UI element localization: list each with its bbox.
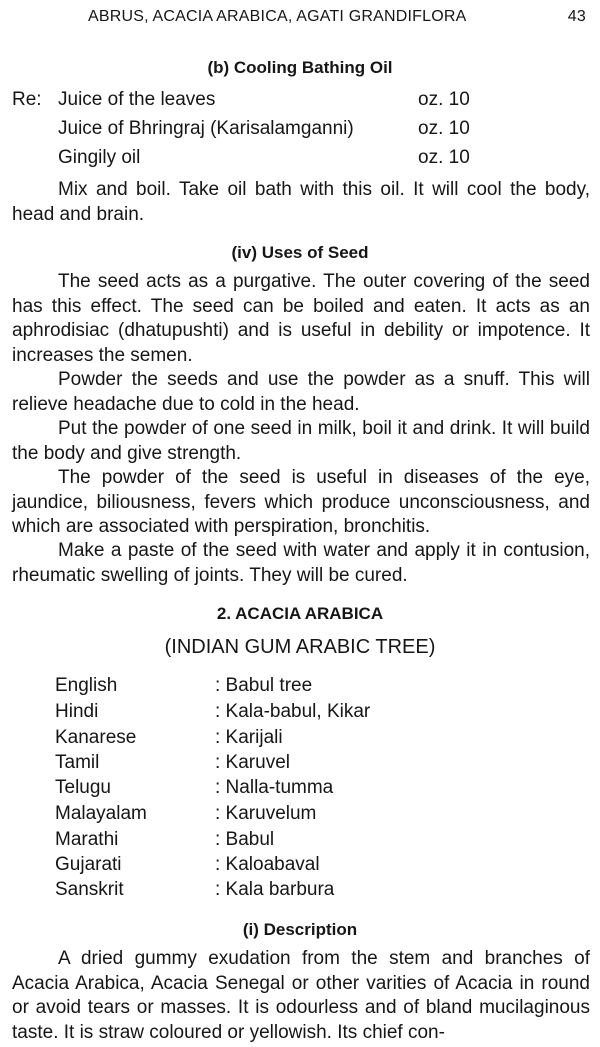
running-title: ABRUS, ACACIA ARABICA, AGATI GRANDIFLORA	[88, 8, 467, 25]
language-label: Marathi	[55, 829, 119, 850]
vernacular-name-row	[0, 879, 600, 904]
seed-paragraph: The seed acts as a purgative. The outer covering of the seed has this effect. The seed can be boiled and eaten. It acts as an aphrodisiac (dhatupushti) and is useful in debility or impotence. It increases the semen.	[12, 271, 590, 366]
vernacular-name-row	[0, 675, 600, 700]
vernacular-name: : Nalla-tumma	[215, 777, 334, 798]
seed-paragraph: The powder of the seed is useful in diseases of the eye, jaundice, biliousness, fevers which produce unconsciousness, and which are associated with perspiration, bronchitis.	[12, 467, 590, 537]
vernacular-name: : Kaloabaval	[215, 854, 320, 875]
seed-paragraph: Make a paste of the seed with water and apply it in contusion, rheumatic swelling of joints. They will be cured.	[12, 540, 590, 586]
language-label: Sanskrit	[55, 879, 124, 900]
ingredient-name: Gingily oil	[58, 147, 141, 168]
vernacular-name-row	[0, 829, 600, 854]
heading-description: (i) Description	[242, 920, 358, 939]
vernacular-name-row	[0, 803, 600, 828]
vernacular-name: : Karijali	[215, 727, 283, 748]
heading-acacia-arabica: 2. ACACIA ARABICA	[216, 604, 384, 623]
language-label: Gujarati	[55, 854, 122, 875]
language-label: English	[55, 675, 118, 696]
language-label: Tamil	[55, 752, 100, 773]
vernacular-name: : Kala-babul, Kikar	[215, 701, 371, 722]
ingredient-quantity: oz. 10	[418, 89, 470, 110]
vernacular-name: : Babul	[215, 829, 275, 850]
language-label: Telugu	[55, 777, 111, 798]
vernacular-name: : Karuvelum	[215, 803, 317, 824]
vernacular-name-row	[0, 701, 600, 726]
acacia-subtitle: (INDIAN GUM ARABIC TREE)	[164, 636, 436, 658]
language-label: Hindi	[55, 701, 99, 722]
description-paragraph: A dried gummy exudation from the stem and branches of Acacia Arabica, Acacia Senegal or other varities of Acacia in round or avoid tears or masses. It is odourless and of bland mucilaginous taste. It is straw coloured or yellowish. Its chief con-	[12, 948, 590, 1043]
vernacular-name: : Babul tree	[215, 675, 313, 696]
vernacular-name: : Kala barbura	[215, 879, 335, 900]
recipe-row	[0, 118, 600, 144]
language-label: Malayalam	[55, 803, 147, 824]
vernacular-name-row	[0, 854, 600, 879]
heading-cooling-bathing-oil: (b) Cooling Bathing Oil	[207, 58, 393, 77]
seed-paragraph: Powder the seeds and use the powder as a snuff. This will relieve headache due to cold in the head.	[12, 369, 590, 415]
running-header	[0, 8, 600, 30]
recipe-row	[0, 89, 600, 115]
vernacular-name-row	[0, 752, 600, 777]
ingredient-quantity: oz. 10	[418, 147, 470, 168]
recipe-row	[0, 147, 600, 173]
heading-uses-of-seed: (iv) Uses of Seed	[231, 243, 369, 262]
vernacular-name: : Karuvel	[215, 752, 290, 773]
recipe-label: Re:	[12, 89, 42, 110]
language-label: Kanarese	[55, 727, 137, 748]
ingredient-name: Juice of the leaves	[58, 89, 216, 110]
ingredient-name: Juice of Bhringraj (Karisalamganni)	[58, 118, 354, 139]
page-number: 43	[567, 8, 586, 25]
ingredient-quantity: oz. 10	[418, 118, 470, 139]
bath-oil-instruction: Mix and boil. Take oil bath with this oil. It will cool the body, head and brain.	[12, 179, 590, 225]
seed-paragraph: Put the powder of one seed in milk, boil it and drink. It will build the body and give strength.	[12, 418, 590, 464]
vernacular-name-row	[0, 777, 600, 802]
vernacular-name-row	[0, 727, 600, 752]
